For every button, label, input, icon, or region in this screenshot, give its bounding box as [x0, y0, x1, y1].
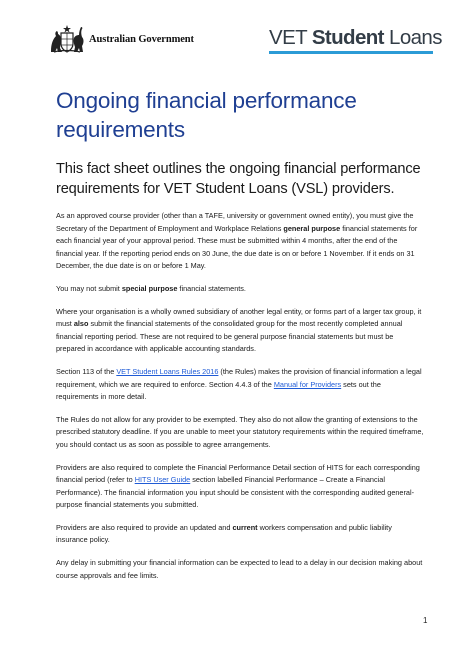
vsl-logo-student: Student — [311, 26, 384, 49]
text-run: workers compensation and public liability insurance policy. — [56, 522, 392, 545]
paragraph-special-purpose — [56, 283, 424, 296]
text-run: Where your organisation is a wholly owned subsidiary of another legal entity, or forms part of a larger tax group, it must — [56, 306, 422, 329]
text-run: section labelled Financial Performance – Create a Financial Performance). The financial information you input should be consistent with the corresponding audited general-purpose financial statements you submitted. — [56, 475, 415, 510]
document-body — [56, 210, 424, 592]
paragraph-legal-requirement — [56, 366, 424, 404]
text-run: submit the financial statements of the consolidated group for the most recently completed annual financial reporting period. These are not required to be general purpose financial statements but must be prepared in accordance with applicable accounting standards. — [56, 319, 403, 354]
text-run: financial statements. — [177, 283, 246, 293]
page-number: 1 — [423, 616, 428, 625]
vsl-logo-loans: Loans — [389, 26, 442, 49]
page-header — [0, 0, 469, 70]
text-run: As an approved course provider (other than a TAFE, university or government owned entity), you must give the Secretary of the Department of Employment and Workplace Relations — [56, 211, 414, 233]
australian-government-logo — [48, 24, 194, 54]
text-run: Section 113 of the — [56, 366, 117, 376]
text-run: (the Rules) makes the provision of financial information a legal requirement, which we are required to enforce. Section 4.4.3 of the — [56, 366, 422, 389]
paragraph-hits — [56, 462, 424, 512]
paragraph-approval-requirement — [56, 210, 424, 273]
government-name: Australian Government — [89, 33, 194, 45]
text-run: Providers are also required to provide an updated and — [56, 522, 233, 532]
hits-user-guide-link[interactable]: HITS User Guide — [134, 475, 191, 485]
coat-of-arms-icon — [48, 24, 86, 54]
text-run: You may not submit — [56, 283, 122, 293]
vsl-logo-vet: VET — [269, 26, 307, 49]
bold-text: current — [232, 522, 258, 532]
vsl-logo-bar — [269, 51, 433, 54]
paragraph-subsidiary — [56, 306, 424, 356]
vet-student-loans-logo — [269, 27, 442, 54]
paragraph-delay: Any delay in submitting your financial information can be expected to lead to a delay in our decision making about course approvals and fee limits. — [56, 558, 423, 580]
page-title: Ongoing financial performance requirements — [56, 88, 357, 142]
bold-text: general purpose — [283, 223, 341, 233]
page-subtitle: This fact sheet outlines the ongoing financial performance requirements for VET Student Loans (VSL) providers. — [56, 161, 421, 197]
paragraph-no-exemptions: The Rules do not allow for any provider to be exempted. They also do not allow the granting of extensions to the prescribed statutory deadline. If you are unable to meet your statutory requirements within the required timeframe, you should contact us as soon as possible to agree arrangements. — [56, 414, 424, 449]
paragraph-insurance — [56, 522, 424, 547]
text-run: sets out the requirements in more detail. — [56, 379, 381, 402]
bold-text: also — [73, 319, 89, 329]
text-run: financial statements for each financial year of your approval period. These must be submitted within 4 months, after the end of the financial year. If the reporting period ends on 30 June, the due date is on or before 1 November. If it ends on 31 December, the due date is on or before 1 May. — [56, 223, 418, 271]
bold-text: special purpose — [121, 283, 178, 293]
text-run: Providers are also required to complete the Financial Performance Detail section of HITS for each corresponding financial period (refer to — [56, 462, 420, 485]
manual-for-providers-link[interactable]: Manual for Providers — [273, 379, 342, 389]
vsl-logo-text — [269, 27, 442, 49]
vsl-rules-link[interactable]: VET Student Loans Rules 2016 — [116, 366, 219, 376]
